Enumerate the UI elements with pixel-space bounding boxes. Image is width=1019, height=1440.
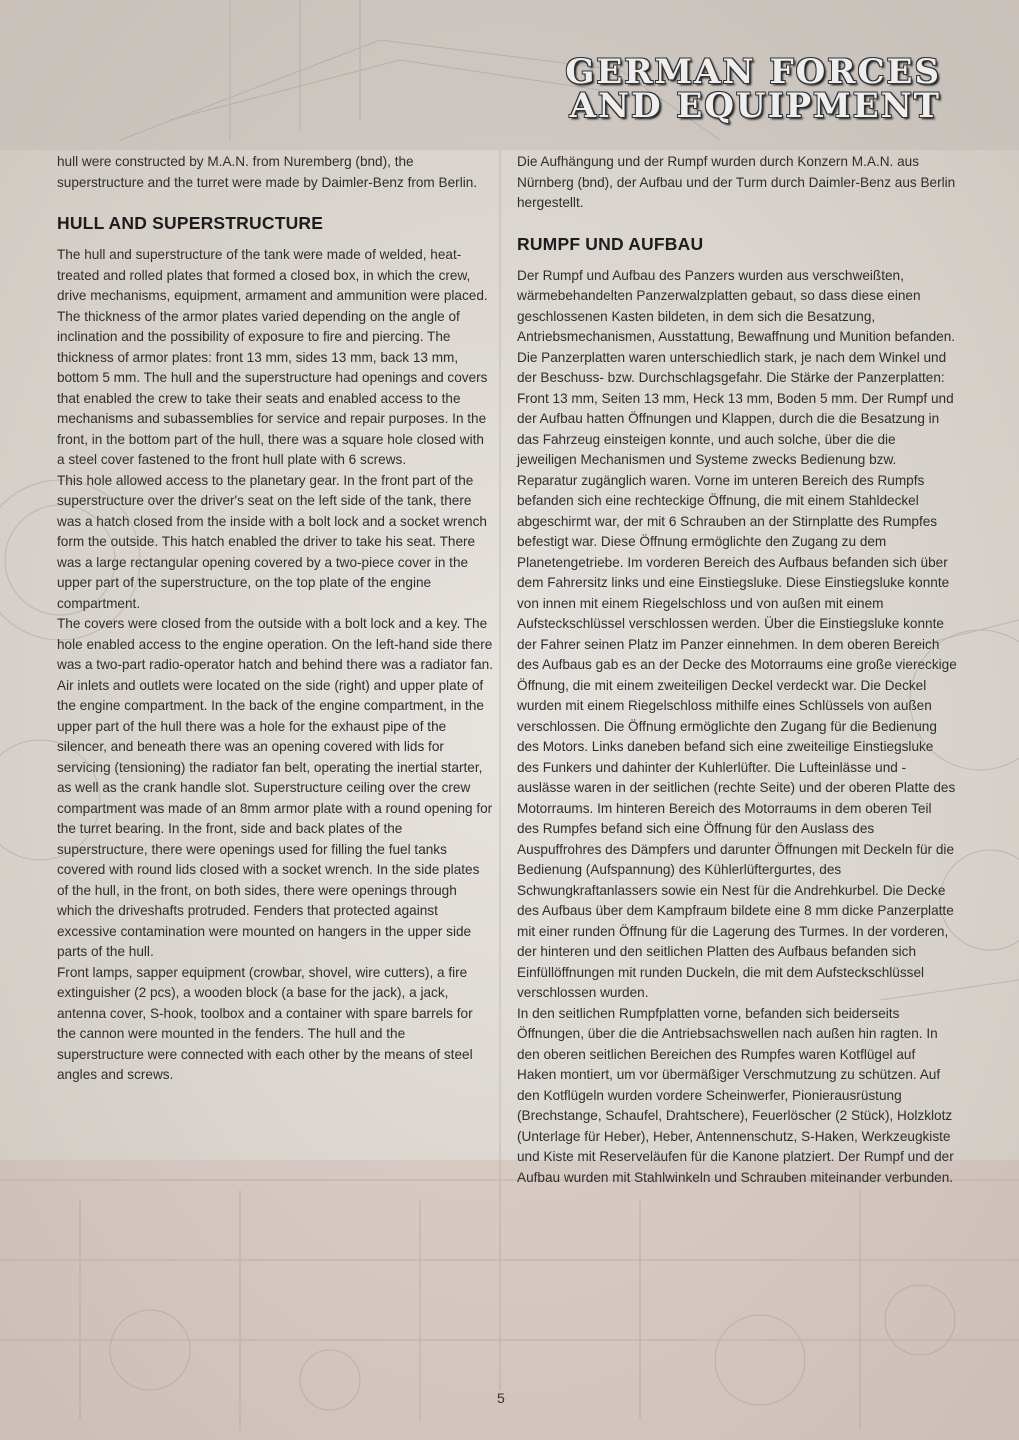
english-column — [57, 152, 493, 1086]
section-heading: HULL AND SUPERSTRUCTURE — [57, 213, 324, 233]
intro-text: Die Aufhängung und der Rumpf wurden durch Konzern M.A.N. aus Nürnberg (bnd), der Aufbau und der Turm durch Daimler-Benz aus Berlin hergestellt. — [517, 154, 956, 210]
page-number: 5 — [497, 1390, 505, 1406]
section-heading: RUMPF UND AUFBAU — [517, 233, 704, 254]
body-paragraph: Front lamps, sapper equipment (crowbar, shovel, wire cutters), a fire extinguisher (2 pcs), a wooden block (a base for the jack), a jack, antenna cover, S-hook, toolbox and a container with spare barrels for the cannon were mounted in the fenders. The hull and the superstructure were connected with each other by the means of steel angles and screws. — [57, 964, 473, 1082]
body-paragraph: In den seitlichen Rumpfplatten vorne, befanden sich beiderseits Öffnungen, über die die Antriebsachswellen nach außen hin ragten. In den oberen seitlichen Bereichen des Rumpfes waren Kotflügel auf Haken montiert, um vor übermäßiger Verschmutzung zu schützen. Auf den Kotflügeln wurden vordere Scheinwerfer, Pionierausrüstung (Brechstange, Schaufel, Drahtschere), Feuerlöscher (2 Stück), Holzklotz (Unterlage für Heber), Heber, Antennenschutz, S-Haken, Werkzeugkiste und Kiste mit Reserveläufen für die Kanone platziert. Der Rumpf und der Aufbau wurden mit Stahlwinkeln und Schrauben miteinander verbunden. — [517, 1005, 954, 1185]
body-paragraph: The covers were closed from the outside with a bolt lock and a key. The hole enabled access to the engine operation. On the left-hand side there was a two-part radio-operator hatch and behind there was a radiator fan. Air inlets and outlets were located on the side (right) and upper plate of the engine compartment. In the back of the engine compartment, in the upper part of the hull there was a hole for the exhaust pipe of the silencer, and beneath there was an opening covered with lids for servicing (tensioning) the radiator fan belt, operating the inertial starter, as well as the crank handle slot. Superstructure ceiling over the crew compartment was made of an 8mm armor plate with a round opening for the turret bearing. In the front, side and back plates of the superstructure, there were openings used for filling the fuel tanks covered with round lids closed with a socket wrench. In the side plates of the hull, in the front, on both sides, there were openings through which the driveshafts protruded. Fenders that protected against excessive contamination were mounted on hangers in the upper side parts of the hull. — [57, 616, 494, 959]
body-paragraph: This hole allowed access to the planetary gear. In the front part of the superstructure over the driver's seat on the left side of the tank, there was a hatch closed from the inside with a bolt lock and a socket wrench form the outside. This hatch enabled the driver to take his seat. There was a large rectangular opening covered by a two-piece cover in the upper part of the superstructure, on the top plate of the engine compartment. — [57, 472, 487, 611]
body-paragraph: The hull and superstructure of the tank were made of welded, heat-treated and rolled plates that formed a closed box, in which the crew, drive mechanisms, equipment, armament and ammunition were placed. The thickness of the armor plates varied depending on the angle of inclination and the possibility of exposure to fire and piercing. The thickness of armor plates: front 13 mm, sides 13 mm, back 13 mm, bottom 5 mm. The hull and the superstructure had openings and covers that enabled the crew to take their seats and enabled access to the mechanisms and subassemblies for service and repair purposes. In the front, in the bottom part of the hull, there was a square hole closed with a steel cover fastened to the front hull plate with 6 screws. — [57, 247, 488, 467]
header-line-2: AND EQUIPMENT — [569, 86, 941, 126]
page-header — [565, 52, 941, 126]
body-paragraph: Der Rumpf und Aufbau des Panzers wurden aus verschweißten, wärmebehandelten Panzerwalzplatten gebaut, so dass diese einen geschlossenen Kasten bildeten, in dem sich die Besatzung, Antriebsmechanismen, Ausstattung, Bewaffnung und Munition befanden. Die Panzerplatten waren unterschiedlich stark, je nach dem Winkel und der Beschuss- bzw. Durchschlagsgefahr. Die Stärke der Panzerplatten: Front 13 mm, Seiten 13 mm, Heck 13 mm, Boden 5 mm. Der Rumpf und der Aufbau hatten Öffnungen und Klappen, durch die die Besatzung in das Fahrzeug einsteigen konnte, und auch solche, über die die jeweiligen Mechanismen und Systeme zwecks Bedienung bzw. Reparatur zugänglich waren. Vorne im unteren Bereich des Rumpfs befanden sich eine rechteckige Öffnung, die mit einem Stahldeckel abgeschirmt war, der mit 6 Schrauben an der Stirnplatte des Rumpfes befestigt war. Diese Öffnung ermöglichte den Zugang zu dem Planetengetriebe. Im vorderen Bereich des Aufbaus befanden sich über dem Fahrersitz links und eine Einstiegsluke. Diese Einstiegsluke konnte von innen mit einem Riegelschloss und von außen mit einem Aufsteckschlüssel verschlossen werden. Über die Einstiegsluke konnte der Fahrer seinen Platz im Panzer einnehmen. In dem oberen Bereich des Aufbaus gab es an der Decke des Motorraums eine große viereckige Öffnung, die mit einem zweiteiligen Deckel verdeckt war. Die Deckel wurden mit einem Riegelschloss mithilfe eines Schlüssels von außen verschlossen. Die Öffnung ermöglichte den Zugang für die Bedienung des Motors. Links daneben befand sich eine zweiteilige Einstiegsluke des Funkers und dahinter der Kuhlerlüfter. Die Lufteinlässe und -auslässe waren in der seitlichen (rechte Seite) und der oberen Platte des Motorraums. Im hinteren Bereich des Motorraums in dem oberen Teil des Rumpfes befand sich eine Öffnung für den Auslass des Auspuffrohres des Dämpfers und darunter Öffnungen mit Deckeln für die Bedienung (Aufspannung) des Kühlerlüftergurtes, des Schwungkraftanlassers sowie ein Nest für die Andrehkurbel. Die Decke des Aufbaus über dem Kampfraum bildete eine 8 mm dicke Panzerplatte mit einer runden Öffnung für die Lagerung des Turmes. In der vorderen, der hinteren und den seitlichen Platten des Aufbaus befanden sich Einfüllöffnungen mit runden Duckeln, die mit dem Aufsteckschlüssel verschlossen wurden. — [517, 267, 957, 1000]
german-column — [517, 152, 957, 1188]
intro-text: hull were constructed by M.A.N. from Nuremberg (bnd), the superstructure and the turret were made by Daimler-Benz from Berlin. — [57, 154, 478, 190]
header-line-1: GERMAN FORCES — [565, 52, 941, 92]
